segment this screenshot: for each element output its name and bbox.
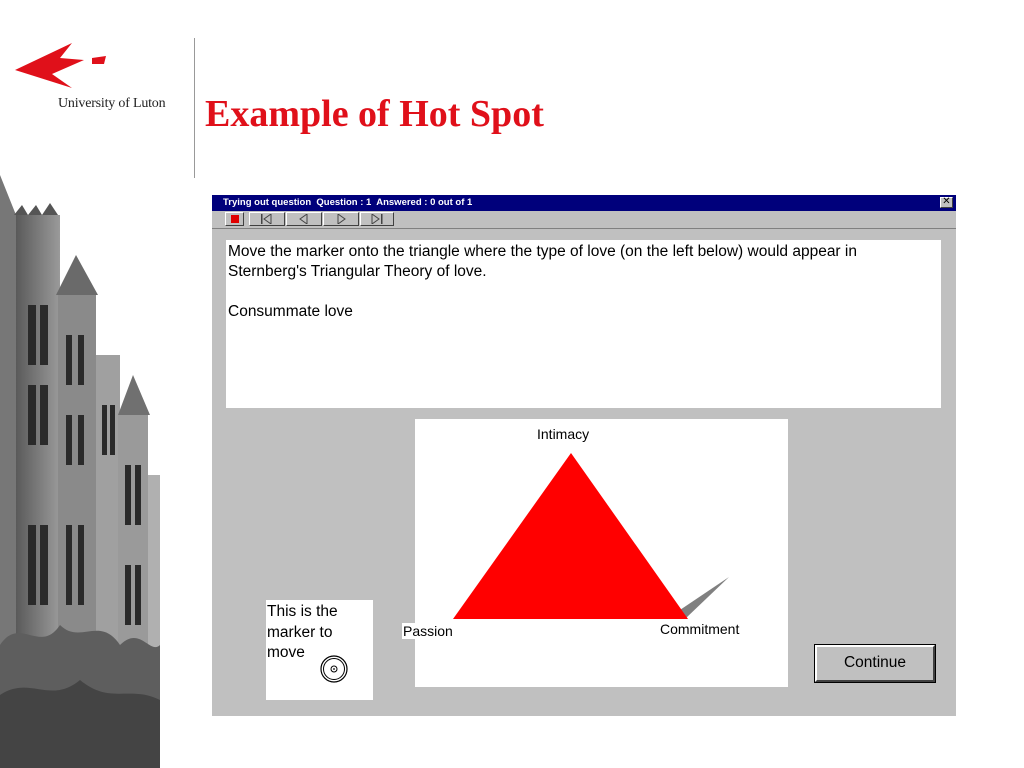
last-icon[interactable] — [360, 212, 394, 226]
divider — [194, 38, 195, 178]
question-prompt: Move the marker onto the triangle where the type of love (on the left below) would appear in Sternberg's Triangular Theory of love. — [228, 243, 857, 280]
question-text-area — [226, 240, 941, 408]
love-type: Consummate love — [228, 303, 353, 320]
marker-instructions: This is the marker to move — [267, 603, 338, 661]
passion-label: Passion — [403, 623, 453, 639]
toolbar — [212, 211, 956, 229]
intimacy-label: Intimacy — [537, 426, 590, 442]
next-icon[interactable] — [323, 212, 359, 226]
stop-icon[interactable] — [225, 212, 244, 226]
title-bar — [212, 195, 956, 211]
target-marker-icon[interactable] — [319, 654, 349, 684]
commitment-label: Commitment — [660, 621, 740, 637]
marker-panel — [266, 600, 373, 700]
logo-text: University of Luton — [58, 96, 166, 111]
first-icon[interactable] — [249, 212, 285, 226]
hotspot-diagram[interactable] — [403, 419, 788, 687]
continue-button[interactable]: Continue — [815, 645, 935, 682]
university-logo — [12, 40, 112, 90]
slide-title: Example of Hot Spot — [205, 93, 544, 135]
close-icon[interactable]: ✕ — [940, 197, 953, 208]
previous-icon[interactable] — [286, 212, 322, 226]
question-window — [212, 195, 956, 716]
building-image — [0, 175, 160, 768]
window-title: Trying out question Question : 1 Answered : 0 out of 1 — [223, 197, 473, 208]
love-triangle[interactable] — [453, 453, 688, 619]
